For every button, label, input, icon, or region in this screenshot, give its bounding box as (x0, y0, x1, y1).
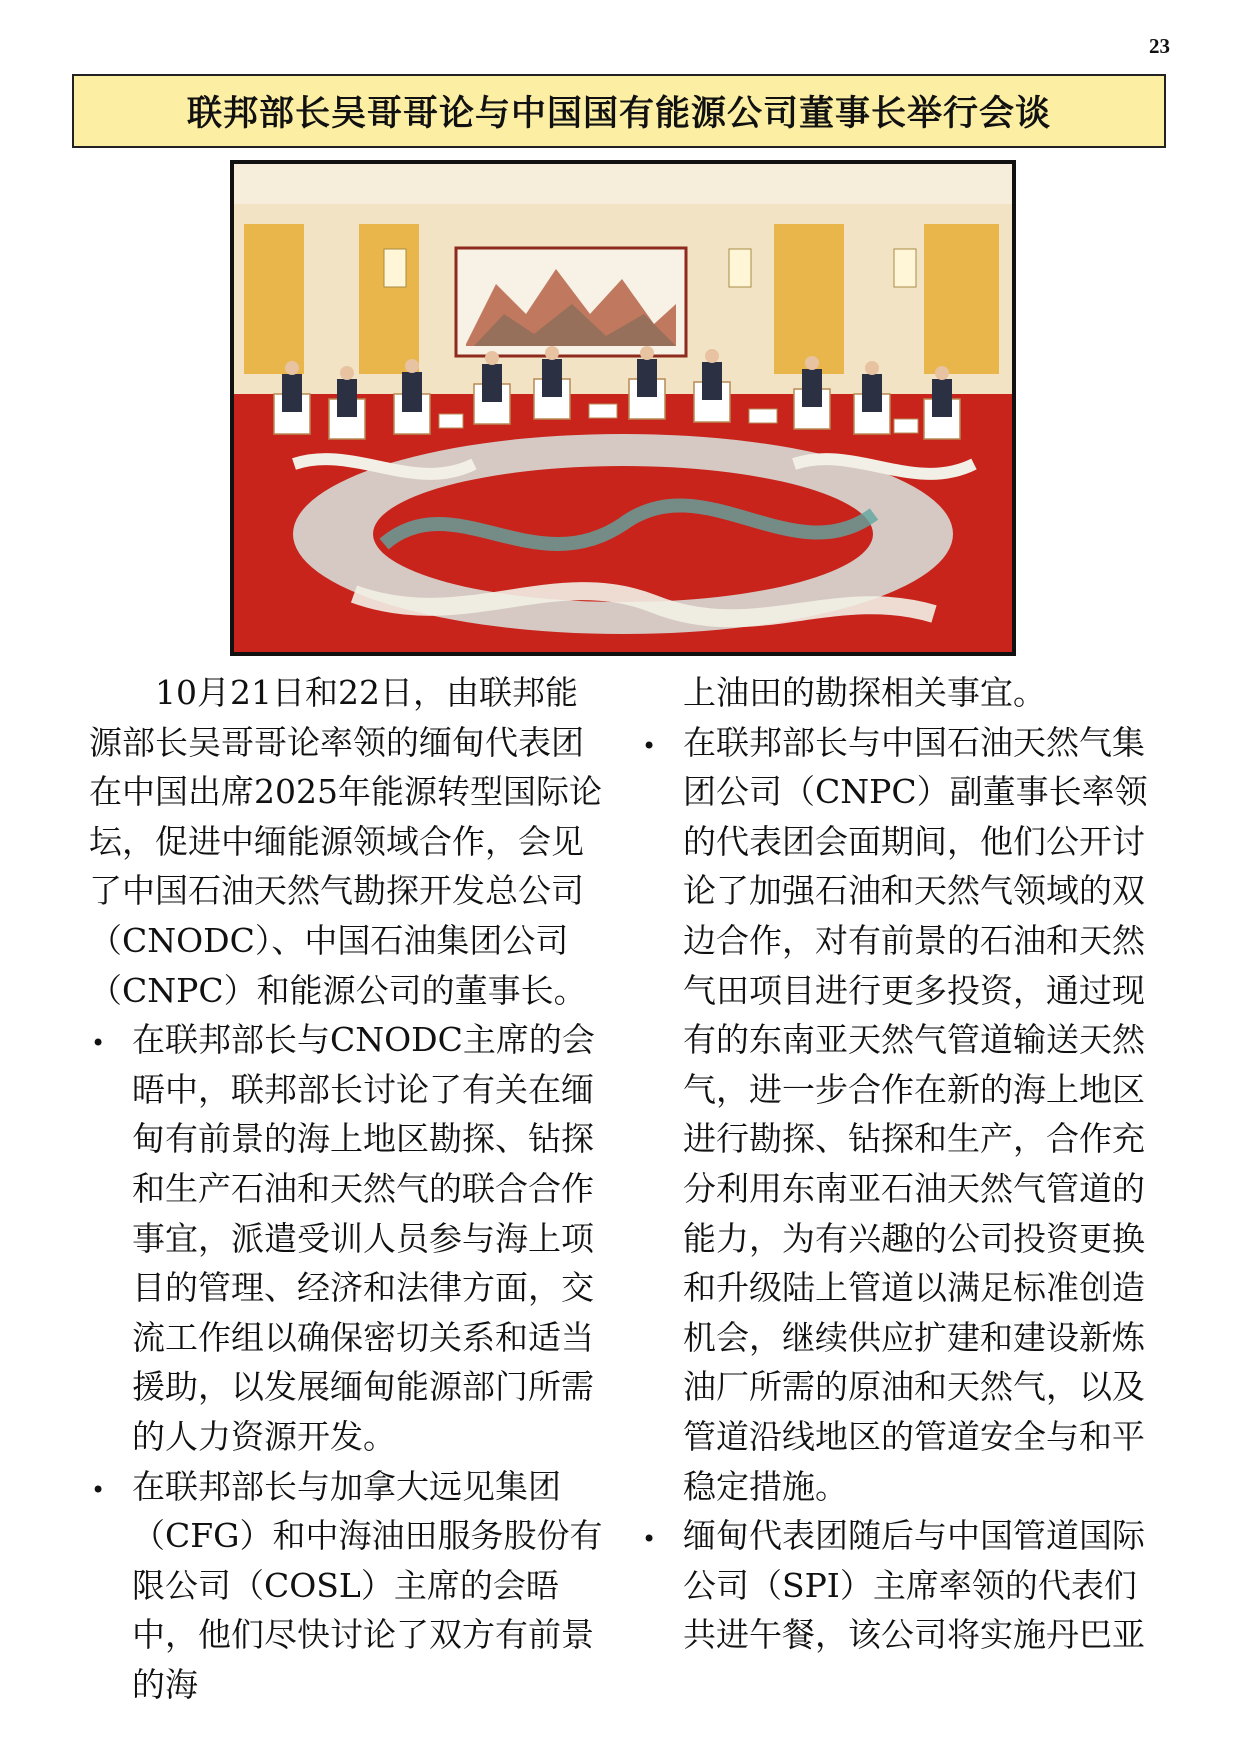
left-column (89, 668, 604, 1709)
bullet-item: • 缅甸代表团随后与中国管道国际公司（SPI）主席率领的代表们共进午餐，该公司将实施丹巴亚 (640, 1511, 1155, 1660)
bullet-item: • 在联邦部长与CNODC主席的会晤中，联邦部长讨论了有关在缅甸有前景的海上地区勘探、钻探和生产石油和天然气的联合合作事宜，派遣受训人员参与海上项目的管理、经济和法律方面，交流工作组以确保密切关系和适当援助，以发展缅甸能源部门所需的人力资源开发。 (89, 1015, 604, 1461)
article-title: 联邦部长吴哥哥论与中国国有能源公司董事长举行会谈 (186, 94, 1051, 134)
right-column (640, 668, 1155, 1660)
bullet-continuation: 上油田的勘探相关事宜。 (683, 673, 1046, 712)
meeting-photo (230, 160, 1016, 656)
meeting-photo-illustration (234, 164, 1012, 652)
bullet-item: • 在联邦部长与加拿大远见集团（CFG）和中海油田服务股份有限公司（COSL）主席的会晤中，他们尽快讨论了双方有前景的海 (89, 1462, 604, 1710)
bullet-item: • 在联邦部长与中国石油天然气集团公司（CNPC）副董事长率领的代表团会面期间，他们公开讨论了加强石油和天然气领域的双边合作，对有前景的石油和天然气田项目进行更多投资，通过现有的东南亚天然气管道输送天然气，进一步合作在新的海上地区进行勘探、钻探和生产，合作充分利用东南亚石油天然气管道的能力，为有兴趣的公司投资更换和升级陆上管道以满足标准创造机会，继续供应扩建和建设新炼油厂所需的原油和天然气，以及管道沿线地区的管道安全与和平稳定措施。 (640, 718, 1155, 1512)
article-title-box (72, 74, 1166, 148)
intro-paragraph: 10月21日和22日，由联邦能源部长吴哥哥论率领的缅甸代表团在中国出席2025年能源转型国际论坛，促进中缅能源领域合作，会见了中国石油天然气勘探开发总公司（CNODC）、中国石油集团公司（CNPC）和能源公司的董事长。 (89, 673, 602, 1010)
page-number: 23 (1149, 34, 1170, 58)
